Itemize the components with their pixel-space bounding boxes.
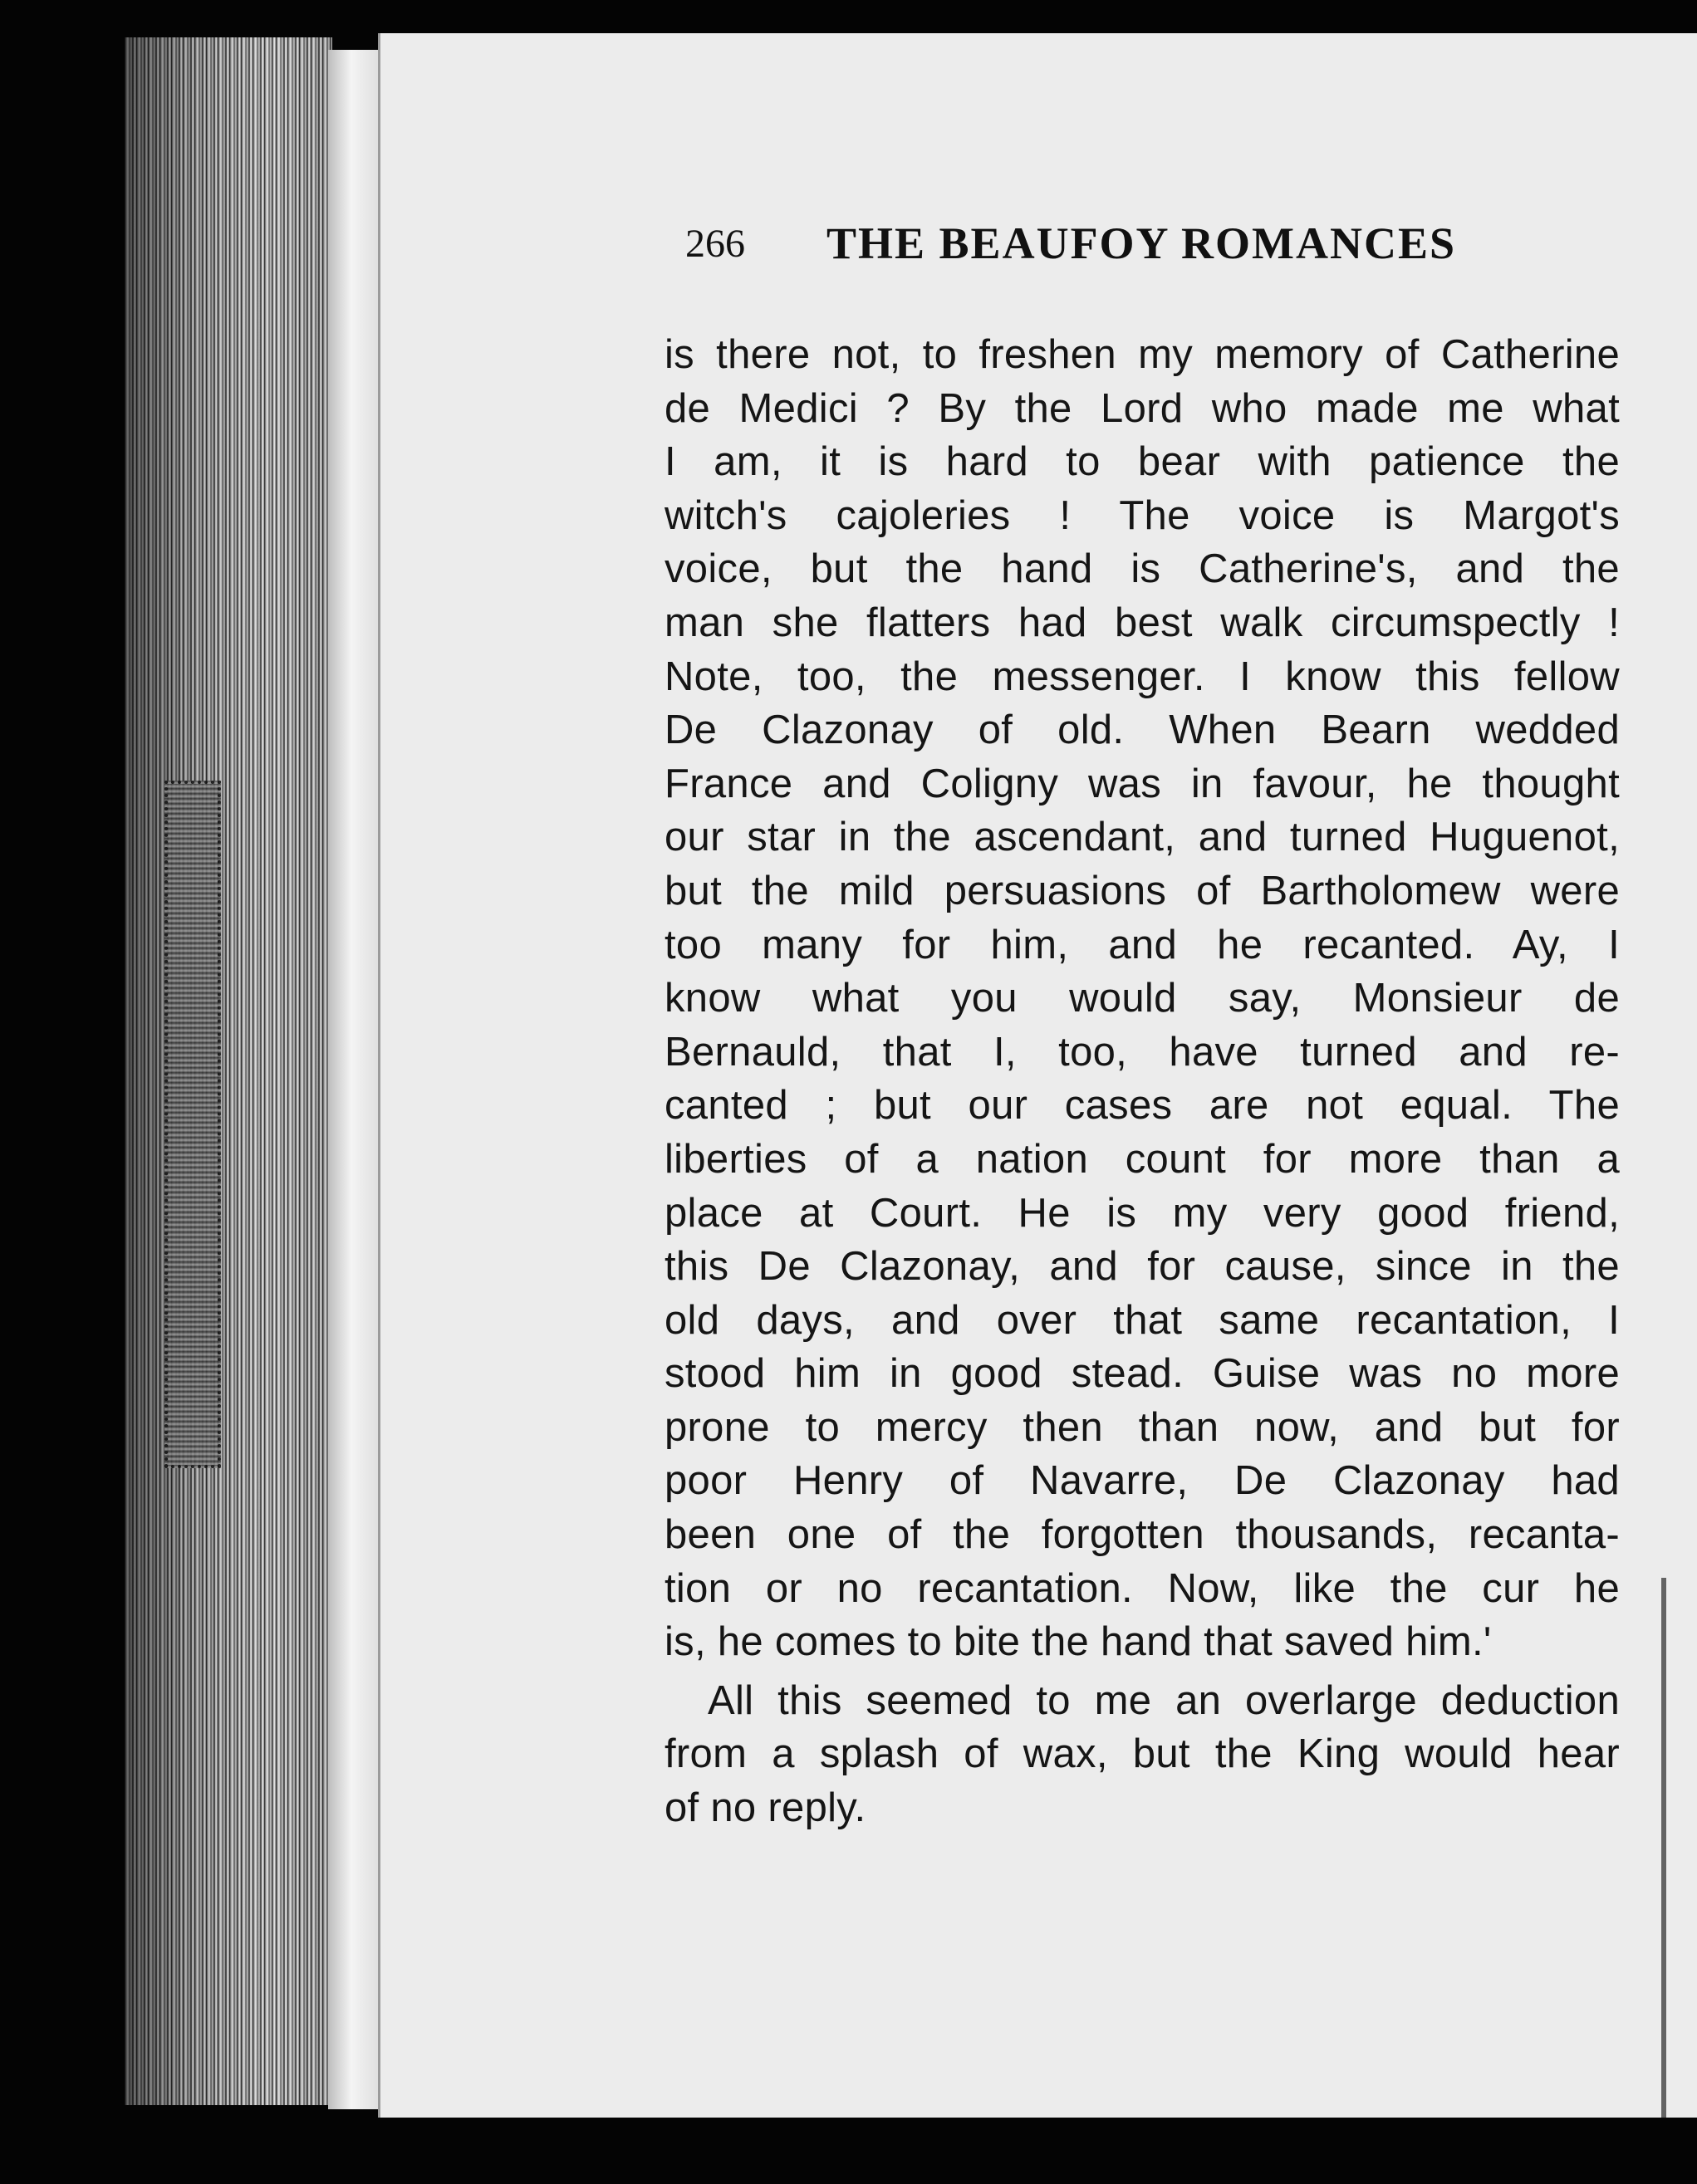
paragraph-2 <box>665 1674 1620 1835</box>
text-line: Note, too, the messenger. I know this fellow <box>665 654 1620 699</box>
text-line: liberties of a nation count for more than a <box>665 1136 1620 1182</box>
text-line: this De Clazonay, and for cause, since in the <box>665 1244 1620 1290</box>
text-line: witch's cajoleries ! The voice is Margot's <box>665 492 1620 538</box>
bookmark-ribbon <box>164 781 221 1468</box>
text-line: of no reply. <box>665 1785 866 1831</box>
text-line: poor Henry of Navarre, De Clazonay had <box>665 1458 1620 1504</box>
body-text <box>665 328 1620 1835</box>
text-line: been one of the forgotten thousands, recanta- <box>665 1512 1620 1558</box>
book-fore-edge-shadow <box>125 37 332 2105</box>
text-line: De Clazonay of old. When Bearn wedded <box>665 708 1620 753</box>
text-line: voice, but the hand is Catherine's, and the <box>665 546 1620 592</box>
text-line: stood him in good stead. Guise was no more <box>665 1351 1620 1397</box>
text-line: is there not, to freshen my memory of Catherine <box>665 332 1620 377</box>
text-line: is, he comes to bite the hand that saved him.' <box>665 1619 1492 1665</box>
text-line: All this seemed to me an overlarge deduction <box>708 1677 1620 1723</box>
text-line: I am, it is hard to bear with patience the <box>665 439 1620 485</box>
text-line: France and Coligny was in favour, he thought <box>665 761 1620 806</box>
page-number: 266 <box>685 222 745 266</box>
page-header <box>685 218 1483 284</box>
text-line: too many for him, and he recanted. Ay, I <box>665 922 1620 967</box>
text-line: tion or no recantation. Now, like the cur he <box>665 1565 1620 1611</box>
text-line: man she flatters had best walk circumspectly ! <box>665 600 1620 645</box>
text-line: place at Court. He is my very good friend, <box>665 1190 1620 1236</box>
text-line: prone to mercy then than now, and but for <box>665 1404 1620 1450</box>
text-line: from a splash of wax, but the King would hear <box>665 1731 1620 1777</box>
text-line: but the mild persuasions of Bartholomew were <box>665 868 1620 913</box>
page-right-edge <box>1661 1578 1666 2118</box>
text-line: old days, and over that same recantation, I <box>665 1297 1620 1343</box>
paragraph-1 <box>665 328 1620 1669</box>
text-line: know what you would say, Monsieur de <box>665 976 1620 1021</box>
text-line: Bernauld, that I, too, have turned and re- <box>665 1029 1620 1075</box>
text-line: our star in the ascendant, and turned Huguenot, <box>665 815 1620 860</box>
text-line: de Medici ? By the Lord who made me what <box>665 385 1620 431</box>
text-line: canted ; but our cases are not equal. The <box>665 1083 1620 1129</box>
running-title: THE BEAUFOY ROMANCES <box>826 218 1457 268</box>
